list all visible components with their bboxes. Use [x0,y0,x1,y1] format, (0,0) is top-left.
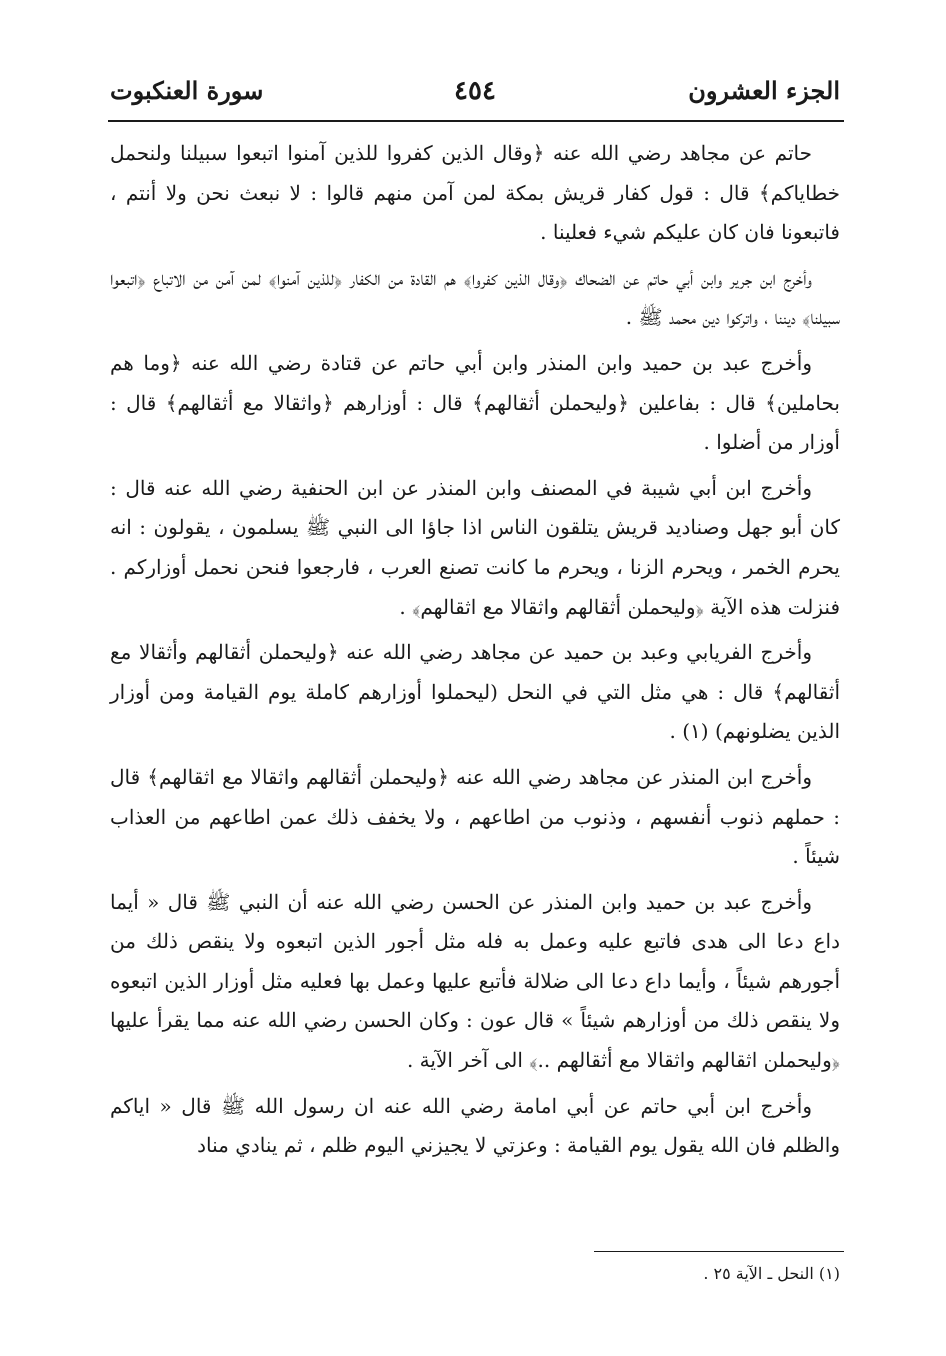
paragraph: وأخرج ابن أبي حاتم عن أبي امامة رضي الله عنه ان رسول الله ﷺ قال « اياكم والظلم فان الله يقول يوم القيامة : وعزتي لا يجيزني اليوم ظلم ، ثم ينادي مناد [110,1093,840,1158]
footnote-divider [594,1251,844,1252]
surah-title: سورة العنكبوت [110,76,264,105]
page-number: ٤٥٤ [454,76,496,106]
page-header [110,72,840,120]
paragraph: وأخرج عبد بن حميد وابن المنذر عن الحسن رضي الله عنه أن النبي ﷺ قال « أيما داع دعا الى هدى فاتبع عليه وعمل به فله مثل أجور الذين اتبعوه ولا ينقص ذلك من أجورهم شيئاً ، وأيما داع دعا الى ضلالة فأتبع عليها وعمل بها فعليه مثل أوزار الذين اتبعوه ولا ينقص ذلك من أوزارهم شيئاً » قال عون : وكان الحسن رضي الله عنه مما يقرأ عليها ﴿وليحملن اثقالهم واثقالا مع أثقالهم ..﴾ الى آخر الآية . [110,889,840,1073]
footnote: (١) النحل ـ الآية ٢٥ . [703,1264,840,1283]
paragraph: وأخرج ابن جرير وابن أبي حاتم عن الضحاك ﴿وقال الذين كفروا﴾ هم القادة من الكفار ﴿للذين آمنوا﴾ لمن آمن من الاتباع ﴿اتبعوا سبيلنا﴾ ديننا ، واتركوا دين محمد ﷺ . [110,265,840,330]
paragraph: وأخرج ابن المنذر عن مجاهد رضي الله عنه ﴿وليحملن أثقالهم واثقالا مع اثقالهم﴾ قال : حملهم ذنوب أنفسهم ، وذنوب من اطاعهم ، ولا يخفف ذلك عمن اطاعهم من العذاب شيئاً . [110,764,840,869]
paragraph: حاتم عن مجاهد رضي الله عنه ﴿وقال الذين كفروا للذين آمنوا اتبعوا سبيلنا ولنحمل خطاياكم﴾ قال : قول كفار قريش بمكة لمن آمن منهم قالوا : لا نبعث نحن ولا أنتم ، فاتبعونا فان كان عليكم شيء فعلينا . [110,141,840,245]
paragraph: وأخرج ابن أبي شيبة في المصنف وابن المنذر عن ابن الحنفية رضي الله عنه قال : كان أبو جهل وصناديد قريش يتلقون الناس اذا جاؤا الى النبي ﷺ يسلمون ، يقولون : انه يحرم الخمر ، ويحرم الزنا ، ويحرم ما كانت تصنع العرب ، فارجعوا فنحن نحمل أوزاركم . فنزلت هذه الآية ﴿وليحملن أثقالهم واثقالا مع اثقالهم﴾ . [110,475,840,619]
header-divider [108,120,844,122]
main-text [110,134,840,1172]
part-title: الجزء العشرون [688,76,840,105]
paragraph: وأخرج الفريابي وعبد بن حميد عن مجاهد رضي الله عنه ﴿وليحملن أثقالهم وأثقالا مع أثقالهم﴾ قال : هي مثل التي في النحل (ليحملوا أوزارهم كاملة يوم القيامة ومن أوزار الذين يضلونهم) (١) . [110,640,840,744]
paragraph: وأخرج عبد بن حميد وابن المنذر وابن أبي حاتم عن قتادة رضي الله عنه ﴿وما هم بحاملين﴾ قال : بفاعلين ﴿وليحملن أثقالهم﴾ قال : أوزارهم ﴿واثقالا مع أثقالهم﴾ قال : أوزار من أضلوا . [110,350,840,455]
